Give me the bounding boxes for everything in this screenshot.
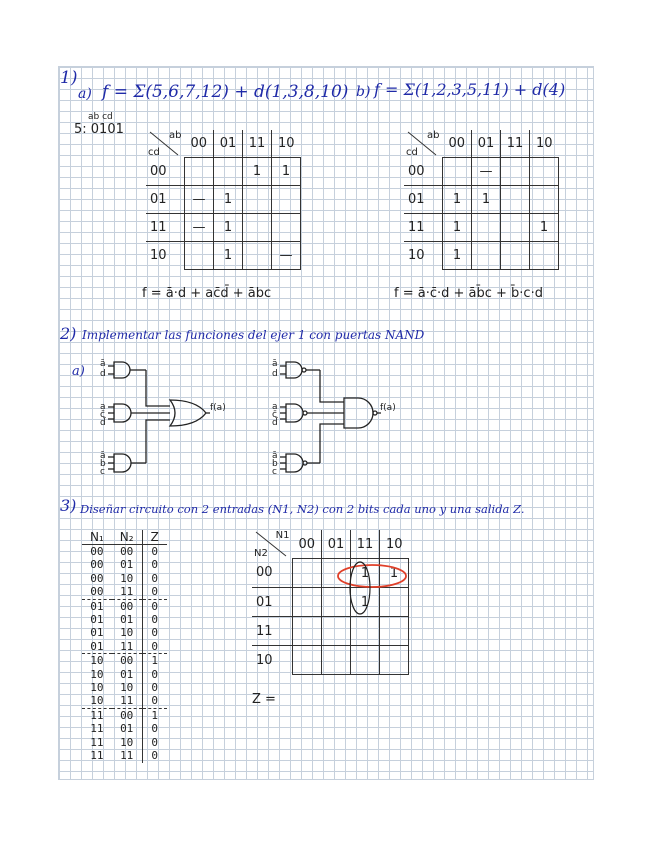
circuit-right	[268, 354, 408, 484]
truth-table-header: N₂	[112, 530, 142, 545]
circuit-left	[96, 354, 226, 484]
q1-a-function: f = Σ(5,6,7,12) + d(1,3,8,10)	[102, 82, 349, 102]
truth-table-row	[82, 545, 167, 559]
q2-a-label: a)	[72, 364, 85, 379]
and-gate-1	[114, 362, 130, 378]
q1-number: 1)	[60, 68, 78, 88]
kmap-row-header: 00	[404, 158, 443, 186]
kmap-row-header: 10	[404, 242, 443, 270]
truth-table-cell: 10	[112, 681, 142, 694]
truth-table-cell: 10	[112, 736, 142, 749]
truth-table-row	[82, 708, 167, 722]
truth-table-cell: 00	[112, 545, 142, 559]
kmap-cell: —	[272, 242, 301, 270]
kmap-col-header: 10	[380, 530, 409, 559]
kmap-cell	[472, 214, 501, 242]
kmap-col-header: 01	[472, 130, 501, 158]
cr-g3-in1: ā	[272, 451, 278, 461]
truth-table-cell: 01	[90, 639, 104, 653]
truth-table	[82, 530, 167, 763]
truth-table-cell: 0	[151, 639, 159, 653]
kmap-cell: —	[185, 214, 214, 242]
cr-g2-in3: d̄	[272, 418, 278, 428]
truth-table-row	[82, 640, 167, 654]
cl-g1-in2: d	[100, 369, 106, 379]
cl-g2-in2: c̄	[100, 410, 105, 420]
truth-table-cell: 0	[151, 571, 159, 585]
kmap-row-header: 01	[146, 186, 185, 214]
cl-g2-in1: a	[100, 402, 106, 412]
cl-g3-in2: b	[100, 459, 106, 469]
truth-table-cell: 11	[112, 585, 142, 599]
truth-table-cell: 01	[90, 599, 104, 613]
kmap-corner-left: cd	[406, 146, 418, 158]
truth-table-cell: 10	[90, 667, 104, 681]
kmap-cell	[530, 158, 559, 186]
truth-table-row	[82, 572, 167, 585]
kmap-cell: 1	[443, 186, 472, 214]
kmap-corner-top: ab	[427, 130, 440, 141]
truth-table-row	[82, 654, 167, 668]
truth-table-row	[82, 736, 167, 749]
kmap-cell	[185, 158, 214, 186]
truth-table-cell: 11	[112, 749, 142, 762]
truth-table-cell: 00	[112, 708, 142, 722]
cr-g3-in3: c	[272, 467, 277, 477]
truth-table-row	[82, 613, 167, 626]
kmap-a	[146, 130, 301, 270]
truth-table-cell: 10	[90, 694, 104, 708]
truth-table-cell: 01	[112, 558, 142, 571]
cr-g2-in1: a	[272, 402, 278, 412]
kmap-cell	[501, 242, 530, 270]
truth-table-row	[82, 599, 167, 613]
truth-table-cell: 0	[151, 545, 159, 558]
truth-table-cell: 10	[90, 681, 104, 695]
kmap-cell	[185, 242, 214, 270]
kmap-cell	[443, 158, 472, 186]
kmap-cell	[293, 588, 322, 617]
truth-table-cell: 10	[90, 654, 104, 668]
truth-table-cell: 10	[112, 572, 142, 585]
note-header: ab cd	[88, 112, 113, 122]
truth-table-cell: 11	[112, 694, 142, 708]
kmap-corner-top: ab	[169, 130, 182, 141]
q2-title: Implementar las funciones del ejer 1 con puertas NAND	[82, 328, 425, 342]
kmap-row-header: 00	[146, 158, 185, 186]
cr-g1-in2: d	[272, 369, 278, 379]
truth-table-cell: 0	[151, 694, 159, 708]
truth-table-row	[82, 668, 167, 681]
kmap-row-header: 11	[252, 617, 293, 646]
truth-table-cell: 00	[90, 571, 104, 585]
truth-table-cell: 00	[112, 599, 142, 613]
truth-table-cell: 0	[151, 735, 159, 749]
truth-table-cell: 0	[151, 613, 159, 627]
kmap-col-header: 10	[530, 130, 559, 158]
kmap-cell	[293, 646, 322, 675]
kmap-cell: 1	[530, 214, 559, 242]
note-value: 5: 0101	[74, 122, 124, 137]
q2-number: 2)	[60, 324, 77, 343]
group-ellipse-red	[338, 565, 406, 587]
kmap-cell	[214, 158, 243, 186]
truth-table-cell: 0	[151, 599, 159, 613]
kmap-cell	[243, 186, 272, 214]
kmap-col-header: 00	[185, 130, 214, 158]
kmap-cell	[351, 646, 380, 675]
kmap-b	[404, 130, 559, 270]
truth-table-cell: 01	[112, 613, 142, 626]
truth-table-cell: 11	[90, 735, 104, 749]
kmap-cell	[293, 617, 322, 646]
kmap-row-header: 00	[252, 559, 293, 588]
kmap-z-groupings	[330, 556, 410, 626]
nand-gate-out	[344, 398, 373, 428]
kmap-cell	[272, 186, 301, 214]
kmap-cell: 1	[214, 186, 243, 214]
kmap-cell	[380, 646, 409, 675]
truth-table-cell: 0	[151, 558, 159, 572]
kmap-cell: —	[185, 186, 214, 214]
kmap-col-header: 00	[443, 130, 472, 158]
q1-b-function: f = Σ(1,2,3,5,11) + d(4)	[374, 80, 566, 99]
kmap-row-header: 01	[252, 588, 293, 617]
kmap-cell	[501, 158, 530, 186]
kmap-a-result: f = ā·d + ac̄d̄ + ābc	[142, 286, 272, 301]
kmap-cell	[501, 214, 530, 242]
truth-table-cell: 10	[112, 626, 142, 639]
kmap-col-header: 11	[243, 130, 272, 158]
truth-table-cell: 11	[90, 708, 104, 722]
truth-table-cell: 0	[151, 681, 159, 695]
truth-table-cell: 00	[112, 654, 142, 668]
kmap-cell	[530, 242, 559, 270]
truth-table-row	[82, 749, 167, 762]
kmap-corner-left: cd	[148, 146, 160, 158]
kmap-cell: 1	[443, 242, 472, 270]
truth-table-cell: 01	[112, 668, 142, 681]
truth-table-row	[82, 585, 167, 599]
kmap-corner	[404, 130, 443, 158]
kmap-cell: 1	[351, 559, 380, 588]
and-gate-3	[114, 454, 131, 472]
q1-a-label: a)	[78, 86, 92, 102]
kmap-col-header: 01	[214, 130, 243, 158]
kmap-cell: 1	[214, 214, 243, 242]
kmap-cell: 1	[443, 214, 472, 242]
truth-table-row	[82, 626, 167, 639]
kmap-b-result: f = ā·c̄·d + āb̄c + b̄·c·d	[394, 286, 543, 301]
kmap-col-header: 00	[293, 530, 322, 559]
kmap-col-header: 11	[501, 130, 530, 158]
kmap-corner-top: N1	[275, 530, 290, 541]
truth-table-cell: 0	[151, 626, 159, 640]
cr-g2-in2: c̄	[272, 410, 277, 420]
kmap-cell: 1	[243, 158, 272, 186]
cl-g3-in3: c	[100, 467, 105, 477]
truth-table-cell: 11	[90, 722, 104, 736]
kmap-cell	[243, 214, 272, 242]
kmap-cell: —	[472, 158, 501, 186]
kmap-row-header: 01	[404, 186, 443, 214]
kmap-cell: 1	[380, 559, 409, 588]
q1-b-label: b)	[356, 84, 371, 100]
z-result: Z =	[252, 692, 276, 707]
cr-g1-in1: ā	[272, 359, 278, 369]
kmap-corner	[146, 130, 185, 158]
cl-output: f(a)	[210, 403, 226, 413]
truth-table-cell: 01	[112, 722, 142, 735]
kmap-cell	[472, 242, 501, 270]
kmap-cell	[243, 242, 272, 270]
truth-table-cell: 11	[90, 749, 104, 763]
truth-table-cell: 0	[151, 585, 159, 599]
truth-table-row	[82, 558, 167, 571]
kmap-cell	[322, 646, 351, 675]
truth-table-cell: 00	[90, 585, 104, 599]
kmap-col-header: 11	[351, 530, 380, 559]
truth-table-row	[82, 681, 167, 694]
kmap-cell: 1	[351, 588, 380, 617]
kmap-row-header: 11	[146, 214, 185, 242]
truth-table-header: Z	[142, 530, 167, 545]
kmap-col-header: 01	[322, 530, 351, 559]
truth-table-cell: 11	[112, 640, 142, 654]
cl-g3-in1: ā	[100, 451, 106, 461]
kmap-cell: 1	[272, 158, 301, 186]
truth-table-row	[82, 722, 167, 735]
kmap-cell	[501, 186, 530, 214]
q3-title: Diseñar circuito con 2 entradas (N1, N2) con 2 bits cada uno y una salida Z.	[80, 502, 525, 516]
truth-table-cell: 0	[151, 749, 159, 763]
truth-table-row	[82, 694, 167, 708]
kmap-row-header: 10	[146, 242, 185, 270]
or-gate	[170, 400, 206, 426]
cl-g1-in1: ā	[100, 359, 106, 369]
kmap-cell	[272, 214, 301, 242]
truth-table-cell: 0	[151, 722, 159, 736]
cr-output: f(a)	[380, 403, 396, 413]
kmap-col-header: 10	[272, 130, 301, 158]
q3-number: 3)	[60, 496, 77, 515]
kmap-corner-left: N2	[254, 547, 268, 559]
kmap-corner	[252, 530, 293, 559]
truth-table-cell: 00	[90, 558, 104, 572]
truth-table-cell: 1	[151, 708, 159, 722]
truth-table-cell: 1	[151, 654, 159, 668]
truth-table-header: N₁	[82, 530, 112, 545]
group-ellipse-black	[350, 562, 370, 614]
kmap-row-header: 10	[252, 646, 293, 675]
kmap-cell	[530, 186, 559, 214]
and-gate-2	[114, 404, 131, 422]
truth-table-cell: 01	[90, 626, 104, 640]
cl-g2-in3: d̄	[100, 418, 106, 428]
truth-table-cell: 01	[90, 613, 104, 627]
cr-g3-in2: b	[272, 459, 278, 469]
kmap-cell: 1	[472, 186, 501, 214]
truth-table-cell: 0	[151, 667, 159, 681]
truth-table-cell: 00	[90, 545, 104, 558]
kmap-cell: 1	[214, 242, 243, 270]
kmap-row-header: 11	[404, 214, 443, 242]
kmap-cell	[293, 559, 322, 588]
